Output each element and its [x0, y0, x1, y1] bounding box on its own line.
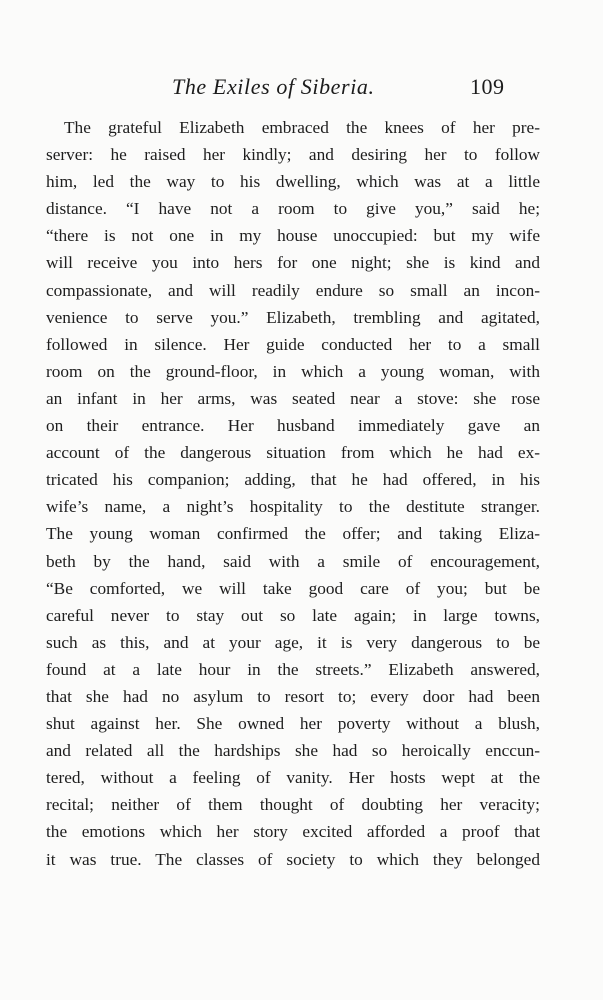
text-line: recital; neither of them thought of doubting her veracity; — [46, 795, 540, 815]
text-line: such as this, and at your age, it is very dangerous to be — [46, 632, 540, 652]
text-line: server: he raised her kindly; and desiring her to follow — [46, 145, 540, 165]
text-line: The young woman confirmed the offer; and taking Eliza- — [46, 524, 540, 544]
text-line: found at a late hour in the streets.” Elizabeth answered, — [46, 659, 540, 679]
text-line: tered, without a feeling of vanity. Her hosts wept at the — [46, 768, 540, 788]
text-line: followed in silence. Her guide conducted her to a small — [46, 334, 540, 354]
body-text — [46, 114, 540, 873]
text-line: beth by the hand, said with a smile of encouragement, — [46, 551, 540, 571]
text-line: it was true. The classes of society to which they belonged — [46, 849, 540, 869]
text-line: venience to serve you.” Elizabeth, trembling and agitated, — [46, 307, 540, 327]
text-line: the emotions which her story excited afforded a proof that — [46, 822, 540, 842]
text-line: distance. “I have not a room to give you,” said he; — [46, 199, 540, 219]
text-line: careful never to stay out so late again; in large towns, — [46, 605, 540, 625]
text-line: account of the dangerous situation from which he had ex- — [46, 443, 540, 463]
text-line: compassionate, and will readily endure so small an incon- — [46, 280, 540, 300]
text-line: “Be comforted, we will take good care of you; but be — [46, 578, 540, 598]
text-line: “there is not one in my house unoccupied: but my wife — [46, 226, 540, 246]
text-line: that she had no asylum to resort to; every door had been — [46, 686, 540, 706]
text-line: room on the ground-floor, in which a young woman, with — [46, 361, 540, 381]
page-header — [0, 70, 603, 106]
text-line: shut against her. She owned her poverty without a blush, — [46, 714, 540, 734]
text-line: on their entrance. Her husband immediately gave an — [46, 416, 540, 436]
text-line: him, led the way to his dwelling, which was at a little — [46, 172, 540, 192]
page-number: 109 — [470, 74, 505, 99]
text-line: an infant in her arms, was seated near a stove: she rose — [46, 388, 540, 408]
text-line: and related all the hardships she had so heroically enccun- — [46, 741, 540, 761]
text-line: The grateful Elizabeth embraced the knees of her pre- — [64, 118, 540, 137]
running-title: The Exiles of Siberia. — [172, 74, 375, 99]
text-line: will receive you into hers for one night; she is kind and — [46, 253, 540, 273]
text-line: tricated his companion; adding, that he had offered, in his — [46, 470, 540, 490]
text-line: wife’s name, a night’s hospitality to the destitute stranger. — [46, 497, 540, 517]
